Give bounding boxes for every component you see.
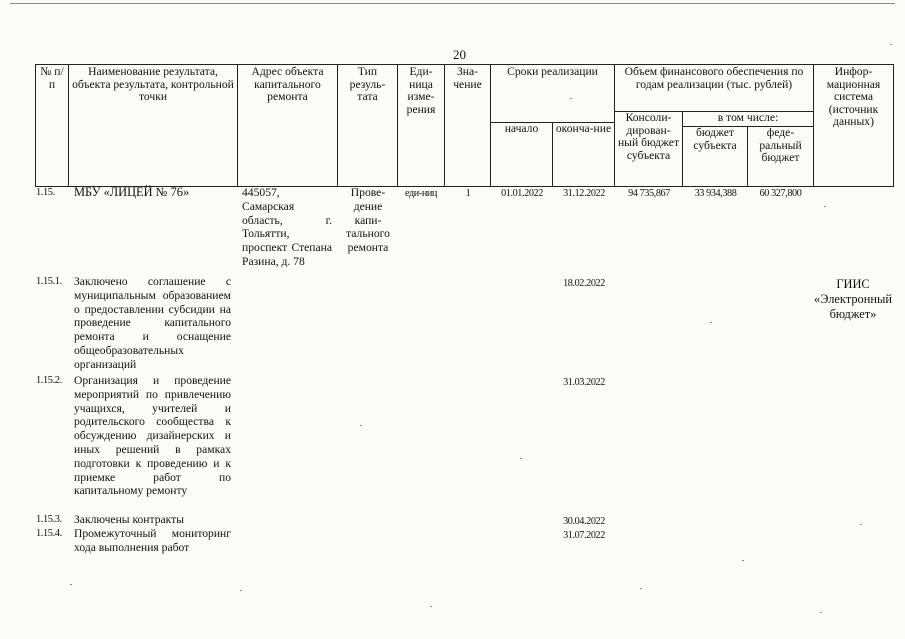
end-date: 31.07.2022: [563, 530, 605, 541]
header-incl: в том числе:: [682, 111, 814, 127]
header-terms: Сроки реализации: [490, 64, 615, 123]
control-point-name: Заключено соглашение с муниципальным образованием о предоставлении субсидии на проведение капитального ремонта и оснащение общеобразовательных организаций: [74, 275, 231, 371]
top-rule: [10, 3, 895, 4]
header-end: оконча-ние: [552, 122, 615, 187]
row-number: 1.15.2.: [36, 375, 62, 386]
row-number: 1.15.: [36, 187, 55, 198]
page-number: 20: [453, 47, 466, 62]
header-value: Зна-чение: [444, 64, 491, 187]
control-point-name: Организация и проведение мероприятий по привлечению учащихся, учителей и родительского сообщества к обсуждению дизайнерских и иных решений в рамках подготовки к проведению и к приемке работ по капитальному ремонту: [74, 374, 231, 498]
end-date: 31.12.2022: [563, 188, 605, 199]
object-address: 445057, Самарская область, г. Тольятти, проспект Степана Разина, д. 78: [242, 186, 332, 268]
unit-of-measure: еди-ниц: [405, 188, 437, 199]
end-date: 18.02.2022: [563, 278, 605, 289]
header-type: Тип резуль-тата: [337, 64, 398, 187]
row-number: 1.15.4.: [36, 528, 62, 539]
end-date: 30.04.2022: [563, 516, 605, 527]
information-system: ГИИС «Электронный бюджет»: [814, 277, 892, 321]
result-type: Прове-дение капи-тального ремонта: [346, 186, 390, 255]
federal-budget-value: 60 327,800: [759, 188, 802, 199]
header-system: Инфор-мационная система (источник данных): [813, 64, 894, 187]
header-start: начало: [490, 122, 553, 187]
start-date: 01.01.2022: [501, 188, 543, 199]
control-point-name: Заключены контракты: [74, 513, 184, 526]
header-unit: Еди-ница изме-рения: [397, 64, 445, 187]
subject-budget-value: 33 934,388: [694, 188, 737, 199]
consolidated-budget-value: 94 735,867: [628, 188, 670, 199]
header-consolidated: Консоли-дирован-ный бюджет субъекта: [614, 111, 683, 187]
header-num: № п/п: [35, 64, 69, 187]
header-address: Адрес объекта капитального ремонта: [237, 64, 338, 187]
object-name: МБУ «ЛИЦЕЙ № 76»: [74, 185, 190, 199]
result-value: 1: [465, 188, 471, 199]
row-number: 1.15.1.: [36, 276, 62, 287]
header-subject-budget: бюджет субъекта: [682, 126, 748, 187]
end-date: 31.03.2022: [563, 377, 605, 388]
control-point-name: Промежуточный мониторинг хода выполнения работ: [74, 527, 231, 554]
header-name: Наименование результата, объекта результата, контрольной точки: [68, 64, 238, 187]
header-federal-budget: феде-ральный бюджет: [747, 126, 814, 187]
header-finance: Объем финансового обеспечения по годам реализации (тыс. рублей): [614, 64, 814, 112]
row-number: 1.15.3.: [36, 514, 62, 525]
